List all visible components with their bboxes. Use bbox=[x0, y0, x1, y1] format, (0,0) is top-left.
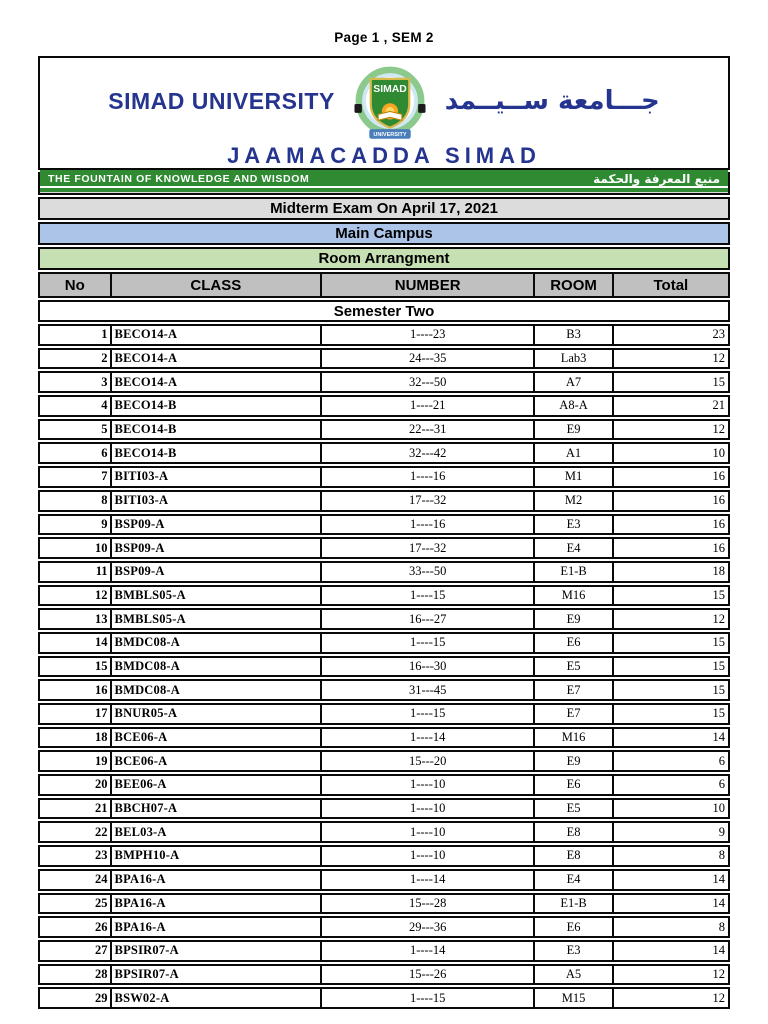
cell-room: A5 bbox=[535, 966, 613, 984]
column-header-total: Total bbox=[614, 274, 728, 296]
cell-room: E6 bbox=[535, 634, 613, 652]
cell-total: 10 bbox=[712, 801, 725, 816]
cell-total: 6 bbox=[718, 753, 725, 768]
page-title: Page 1 , SEM 2 bbox=[334, 30, 434, 45]
table-row bbox=[38, 537, 730, 559]
logo-shield-text: SIMAD bbox=[373, 84, 407, 96]
logo-ribbon-text: UNIVERSITY bbox=[373, 132, 407, 139]
cell-class: BNUR05-A bbox=[112, 705, 323, 723]
university-logo bbox=[353, 65, 427, 143]
cell-room: E9 bbox=[535, 610, 613, 628]
cell-class: BECO14-A bbox=[112, 350, 323, 368]
cell-no: 22 bbox=[40, 823, 112, 841]
cell-room: M16 bbox=[535, 587, 613, 605]
table-row bbox=[38, 466, 730, 488]
cell-total: 12 bbox=[712, 422, 725, 437]
cell-room: E4 bbox=[535, 871, 613, 889]
table-row bbox=[38, 679, 730, 701]
cell-number: 32---50 bbox=[322, 373, 535, 391]
cell-class: BECO14-B bbox=[112, 444, 323, 462]
cell-number: 15---28 bbox=[322, 895, 535, 913]
table-row bbox=[38, 774, 730, 796]
cell-class: BCE06-A bbox=[112, 729, 323, 747]
motto-bar bbox=[40, 170, 728, 192]
cell-total: 12 bbox=[712, 990, 725, 1005]
cell-no: 14 bbox=[40, 634, 112, 652]
cell-number: 1----16 bbox=[322, 468, 535, 486]
cell-no: 7 bbox=[40, 468, 112, 486]
table-row bbox=[38, 561, 730, 583]
cell-total: 18 bbox=[712, 564, 725, 579]
table-row bbox=[38, 442, 730, 464]
cell-total: 14 bbox=[712, 895, 725, 910]
cell-no: 26 bbox=[40, 918, 112, 936]
cell-no: 28 bbox=[40, 966, 112, 984]
banner-room-arrangement: Room Arrangment bbox=[38, 247, 730, 270]
table-row bbox=[38, 798, 730, 820]
table-row bbox=[38, 845, 730, 867]
table-row bbox=[38, 703, 730, 725]
cell-class: BBCH07-A bbox=[112, 800, 323, 818]
cell-no: 27 bbox=[40, 942, 112, 960]
cell-room: M1 bbox=[535, 468, 613, 486]
cell-class: BECO14-B bbox=[112, 397, 323, 415]
cell-room: A7 bbox=[535, 373, 613, 391]
cell-no: 24 bbox=[40, 871, 112, 889]
cell-room: M15 bbox=[535, 989, 613, 1007]
cell-number: 1----10 bbox=[322, 800, 535, 818]
cell-total: 16 bbox=[712, 516, 725, 531]
cell-no: 10 bbox=[40, 539, 112, 557]
cell-room: E9 bbox=[535, 421, 613, 439]
cell-total: 15 bbox=[712, 587, 725, 602]
cell-no: 8 bbox=[40, 492, 112, 510]
cell-class: BMBLS05-A bbox=[112, 587, 323, 605]
cell-no: 11 bbox=[40, 563, 112, 581]
exam-sheet bbox=[38, 56, 730, 1009]
cell-room: E7 bbox=[535, 681, 613, 699]
cell-class: BMDC08-A bbox=[112, 634, 323, 652]
table-row bbox=[38, 585, 730, 607]
cell-number: 29---36 bbox=[322, 918, 535, 936]
cell-no: 1 bbox=[40, 326, 112, 344]
university-name-arabic: جـــامعة ســيــمد bbox=[444, 86, 660, 116]
cell-room: M16 bbox=[535, 729, 613, 747]
cell-class: BEL03-A bbox=[112, 823, 323, 841]
cell-total: 15 bbox=[712, 658, 725, 673]
cell-total: 8 bbox=[718, 848, 725, 863]
table-row bbox=[38, 869, 730, 891]
cell-room: E3 bbox=[535, 942, 613, 960]
table-row bbox=[38, 821, 730, 843]
cell-number: 1----21 bbox=[322, 397, 535, 415]
cell-no: 17 bbox=[40, 705, 112, 723]
cell-no: 2 bbox=[40, 350, 112, 368]
cell-class: BMDC08-A bbox=[112, 681, 323, 699]
cell-no: 6 bbox=[40, 444, 112, 462]
table-row bbox=[38, 348, 730, 370]
table-row bbox=[38, 916, 730, 938]
cell-room: E3 bbox=[535, 516, 613, 534]
cell-total: 12 bbox=[712, 351, 725, 366]
table-row bbox=[38, 964, 730, 986]
cell-number: 16---27 bbox=[322, 610, 535, 628]
column-header-number: NUMBER bbox=[322, 274, 535, 296]
cell-no: 20 bbox=[40, 776, 112, 794]
cell-no: 25 bbox=[40, 895, 112, 913]
cell-total: 14 bbox=[712, 730, 725, 745]
cell-class: BSP09-A bbox=[112, 516, 323, 534]
column-header-room: ROOM bbox=[535, 274, 613, 296]
cell-room: E6 bbox=[535, 776, 613, 794]
cell-class: BSP09-A bbox=[112, 539, 323, 557]
cell-number: 1----15 bbox=[322, 705, 535, 723]
cell-total: 23 bbox=[712, 327, 725, 342]
cell-room: E8 bbox=[535, 847, 613, 865]
cell-number: 32---42 bbox=[322, 444, 535, 462]
cell-number: 1----10 bbox=[322, 823, 535, 841]
cell-class: BPA16-A bbox=[112, 918, 323, 936]
cell-total: 12 bbox=[712, 611, 725, 626]
cell-class: BPA16-A bbox=[112, 895, 323, 913]
table-row bbox=[38, 893, 730, 915]
cell-total: 15 bbox=[712, 635, 725, 650]
cell-class: BECO14-A bbox=[112, 373, 323, 391]
cell-number: 1----15 bbox=[322, 634, 535, 652]
cell-no: 9 bbox=[40, 516, 112, 534]
cell-number: 17---32 bbox=[322, 492, 535, 510]
cell-room: A1 bbox=[535, 444, 613, 462]
cell-class: BITI03-A bbox=[112, 468, 323, 486]
cell-no: 23 bbox=[40, 847, 112, 865]
cell-class: BECO14-A bbox=[112, 326, 323, 344]
column-header-class: CLASS bbox=[112, 274, 323, 296]
cell-number: 16---30 bbox=[322, 658, 535, 676]
cell-room: E6 bbox=[535, 918, 613, 936]
cell-room: M2 bbox=[535, 492, 613, 510]
cell-class: BPSIR07-A bbox=[112, 942, 323, 960]
cell-no: 19 bbox=[40, 752, 112, 770]
room-arrangement-rows bbox=[38, 324, 730, 1009]
cell-total: 10 bbox=[712, 445, 725, 460]
cell-total: 6 bbox=[718, 777, 725, 792]
cell-room: E9 bbox=[535, 752, 613, 770]
table-row bbox=[38, 371, 730, 393]
cell-total: 9 bbox=[718, 824, 725, 839]
cell-number: 15---20 bbox=[322, 752, 535, 770]
cell-number: 1----15 bbox=[322, 587, 535, 605]
table-row bbox=[38, 632, 730, 654]
cell-no: 29 bbox=[40, 989, 112, 1007]
table-row bbox=[38, 419, 730, 441]
cell-number: 1----23 bbox=[322, 326, 535, 344]
cell-number: 1----10 bbox=[322, 776, 535, 794]
cell-class: BEE06-A bbox=[112, 776, 323, 794]
cell-number: 1----15 bbox=[322, 989, 535, 1007]
cell-no: 18 bbox=[40, 729, 112, 747]
university-masthead bbox=[38, 56, 730, 186]
cell-class: BCE06-A bbox=[112, 752, 323, 770]
cell-room: E5 bbox=[535, 800, 613, 818]
cell-total: 21 bbox=[712, 398, 725, 413]
cell-room: E4 bbox=[535, 539, 613, 557]
cell-total: 15 bbox=[712, 682, 725, 697]
cell-room: A8-A bbox=[535, 397, 613, 415]
cell-room: B3 bbox=[535, 326, 613, 344]
table-row bbox=[38, 656, 730, 678]
cell-total: 12 bbox=[712, 966, 725, 981]
cell-number: 31---45 bbox=[322, 681, 535, 699]
cell-no: 3 bbox=[40, 373, 112, 391]
table-row bbox=[38, 608, 730, 630]
cell-room: E5 bbox=[535, 658, 613, 676]
cell-total: 14 bbox=[712, 943, 725, 958]
cell-room: E7 bbox=[535, 705, 613, 723]
cell-no: 12 bbox=[40, 587, 112, 605]
cell-room: E8 bbox=[535, 823, 613, 841]
motto-arabic: منبع المعرفة والحكمة bbox=[593, 172, 720, 186]
table-row bbox=[38, 514, 730, 536]
cell-class: BITI03-A bbox=[112, 492, 323, 510]
cell-total: 14 bbox=[712, 872, 725, 887]
table-column-header bbox=[38, 272, 730, 298]
cell-room: E1-B bbox=[535, 563, 613, 581]
cell-class: BMBLS05-A bbox=[112, 610, 323, 628]
cell-no: 21 bbox=[40, 800, 112, 818]
university-name-english: SIMAD UNIVERSITY bbox=[108, 87, 335, 114]
cell-number: 1----14 bbox=[322, 871, 535, 889]
section-semester-two: Semester Two bbox=[38, 300, 730, 322]
cell-class: BECO14-B bbox=[112, 421, 323, 439]
cell-class: BMPH10-A bbox=[112, 847, 323, 865]
cell-number: 1----14 bbox=[322, 942, 535, 960]
cell-total: 8 bbox=[718, 919, 725, 934]
banner-exam-date: Midterm Exam On April 17, 2021 bbox=[38, 197, 730, 220]
table-row bbox=[38, 490, 730, 512]
column-header-no: No bbox=[40, 274, 112, 296]
cell-total: 16 bbox=[712, 469, 725, 484]
cell-class: BPA16-A bbox=[112, 871, 323, 889]
cell-room: E1-B bbox=[535, 895, 613, 913]
cell-number: 17---32 bbox=[322, 539, 535, 557]
table-row bbox=[38, 727, 730, 749]
table-row bbox=[38, 940, 730, 962]
cell-no: 4 bbox=[40, 397, 112, 415]
cell-class: BMDC08-A bbox=[112, 658, 323, 676]
banner-main-campus: Main Campus bbox=[38, 222, 730, 245]
cell-class: BPSIR07-A bbox=[112, 966, 323, 984]
cell-total: 16 bbox=[712, 540, 725, 555]
cell-number: 22---31 bbox=[322, 421, 535, 439]
cell-number: 1----16 bbox=[322, 516, 535, 534]
cell-class: BSP09-A bbox=[112, 563, 323, 581]
cell-room: Lab3 bbox=[535, 350, 613, 368]
cell-total: 16 bbox=[712, 493, 725, 508]
cell-class: BSW02-A bbox=[112, 989, 323, 1007]
cell-number: 1----14 bbox=[322, 729, 535, 747]
university-name-somali: JAAMACADDA SIMAD bbox=[227, 143, 541, 168]
cell-no: 13 bbox=[40, 610, 112, 628]
cell-total: 15 bbox=[712, 374, 725, 389]
cell-number: 1----10 bbox=[322, 847, 535, 865]
motto-english: THE FOUNTAIN OF KNOWLEDGE AND WISDOM bbox=[48, 173, 310, 185]
cell-number: 33---50 bbox=[322, 563, 535, 581]
cell-no: 5 bbox=[40, 421, 112, 439]
cell-no: 15 bbox=[40, 658, 112, 676]
cell-total: 15 bbox=[712, 706, 725, 721]
table-row bbox=[38, 395, 730, 417]
table-row bbox=[38, 987, 730, 1009]
cell-number: 15---26 bbox=[322, 966, 535, 984]
cell-no: 16 bbox=[40, 681, 112, 699]
table-row bbox=[38, 324, 730, 346]
cell-number: 24---35 bbox=[322, 350, 535, 368]
table-row bbox=[38, 750, 730, 772]
